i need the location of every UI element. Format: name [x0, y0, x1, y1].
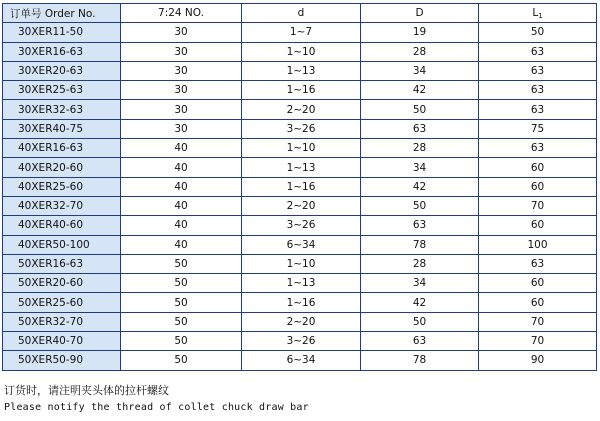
- table-row: [3, 119, 597, 138]
- header-taper-no: 7:24 NO.: [121, 4, 242, 23]
- cell-big-d: 19: [361, 23, 479, 42]
- cell-order-no: 30XER40-75: [3, 119, 121, 138]
- cell-d: 1~16: [242, 81, 361, 100]
- cell-order-no: 40XER32-70: [3, 196, 121, 215]
- table-row: [3, 274, 597, 293]
- cell-d: 1~10: [242, 254, 361, 273]
- cell-d: 1~13: [242, 61, 361, 80]
- cell-order-no: 40XER16-63: [3, 139, 121, 158]
- cell-l1: 63: [479, 81, 597, 100]
- cell-big-d: 50: [361, 196, 479, 215]
- cell-order-no: 50XER25-60: [3, 293, 121, 312]
- cell-l1: 50: [479, 23, 597, 42]
- cell-order-no: 50XER50-90: [3, 351, 121, 370]
- cell-d: 1~10: [242, 42, 361, 61]
- cell-d: 2~20: [242, 100, 361, 119]
- header-order-no: 订单号 Order No.: [3, 4, 121, 23]
- cell-l1: 63: [479, 139, 597, 158]
- cell-l1: 70: [479, 332, 597, 351]
- cell-l1: 60: [479, 274, 597, 293]
- table-row: [3, 42, 597, 61]
- header-big-d: D: [361, 4, 479, 23]
- cell-big-d: 42: [361, 81, 479, 100]
- cell-taper-no: 40: [121, 139, 242, 158]
- cell-order-no: 30XER20-63: [3, 61, 121, 80]
- header-d: d: [242, 4, 361, 23]
- cell-d: 1~7: [242, 23, 361, 42]
- table-row: [3, 351, 597, 370]
- order-note-chinese: 订货时，请注明夹头体的拉杆螺纹: [4, 384, 169, 397]
- cell-d: 3~26: [242, 332, 361, 351]
- table-header-row: [3, 4, 597, 23]
- cell-d: 1~16: [242, 177, 361, 196]
- order-spec-table: [2, 3, 597, 371]
- cell-taper-no: 40: [121, 196, 242, 215]
- cell-order-no: 30XER32-63: [3, 100, 121, 119]
- cell-d: 1~13: [242, 158, 361, 177]
- cell-big-d: 63: [361, 332, 479, 351]
- cell-d: 1~13: [242, 274, 361, 293]
- cell-order-no: 40XER40-60: [3, 216, 121, 235]
- cell-big-d: 28: [361, 42, 479, 61]
- cell-d: 1~16: [242, 293, 361, 312]
- order-note-english: Please notify the thread of collet chuck draw bar: [4, 402, 309, 413]
- cell-big-d: 63: [361, 216, 479, 235]
- cell-d: 2~20: [242, 196, 361, 215]
- cell-l1: 60: [479, 293, 597, 312]
- table-row: [3, 177, 597, 196]
- table-row: [3, 196, 597, 215]
- cell-l1: 63: [479, 42, 597, 61]
- cell-big-d: 42: [361, 293, 479, 312]
- cell-big-d: 34: [361, 61, 479, 80]
- cell-big-d: 63: [361, 119, 479, 138]
- cell-order-no: 50XER20-60: [3, 274, 121, 293]
- cell-d: 6~34: [242, 235, 361, 254]
- table-row: [3, 254, 597, 273]
- cell-l1: 70: [479, 196, 597, 215]
- cell-d: 2~20: [242, 312, 361, 331]
- cell-big-d: 34: [361, 274, 479, 293]
- cell-big-d: 28: [361, 139, 479, 158]
- cell-taper-no: 50: [121, 332, 242, 351]
- table-row: [3, 332, 597, 351]
- cell-big-d: 78: [361, 351, 479, 370]
- cell-taper-no: 50: [121, 351, 242, 370]
- cell-l1: 60: [479, 177, 597, 196]
- cell-order-no: 40XER25-60: [3, 177, 121, 196]
- cell-l1: 75: [479, 119, 597, 138]
- cell-taper-no: 50: [121, 293, 242, 312]
- cell-taper-no: 30: [121, 42, 242, 61]
- header-l1: [479, 4, 597, 23]
- cell-d: 1~10: [242, 139, 361, 158]
- cell-d: 6~34: [242, 351, 361, 370]
- cell-big-d: 78: [361, 235, 479, 254]
- cell-taper-no: 30: [121, 119, 242, 138]
- cell-taper-no: 30: [121, 100, 242, 119]
- cell-order-no: 30XER16-63: [3, 42, 121, 61]
- header-l1-base: L: [532, 6, 539, 19]
- cell-taper-no: 30: [121, 23, 242, 42]
- cell-order-no: 30XER11-50: [3, 23, 121, 42]
- cell-taper-no: 50: [121, 312, 242, 331]
- cell-taper-no: 40: [121, 235, 242, 254]
- cell-big-d: 42: [361, 177, 479, 196]
- cell-order-no: 30XER25-63: [3, 81, 121, 100]
- cell-taper-no: 50: [121, 254, 242, 273]
- cell-taper-no: 40: [121, 216, 242, 235]
- cell-l1: 100: [479, 235, 597, 254]
- cell-order-no: 40XER20-60: [3, 158, 121, 177]
- cell-taper-no: 30: [121, 61, 242, 80]
- table-row: [3, 81, 597, 100]
- cell-taper-no: 40: [121, 177, 242, 196]
- cell-l1: 63: [479, 61, 597, 80]
- table-row: [3, 216, 597, 235]
- table-row: [3, 23, 597, 42]
- cell-l1: 60: [479, 158, 597, 177]
- cell-taper-no: 30: [121, 81, 242, 100]
- cell-big-d: 34: [361, 158, 479, 177]
- header-l1-subscript: 1: [538, 11, 543, 20]
- cell-order-no: 40XER50-100: [3, 235, 121, 254]
- cell-order-no: 50XER40-70: [3, 332, 121, 351]
- table-row: [3, 312, 597, 331]
- cell-order-no: 50XER32-70: [3, 312, 121, 331]
- cell-l1: 90: [479, 351, 597, 370]
- table-row: [3, 139, 597, 158]
- cell-l1: 63: [479, 254, 597, 273]
- cell-big-d: 50: [361, 100, 479, 119]
- cell-l1: 70: [479, 312, 597, 331]
- table-row: [3, 235, 597, 254]
- cell-order-no: 50XER16-63: [3, 254, 121, 273]
- cell-taper-no: 40: [121, 158, 242, 177]
- table-row: [3, 293, 597, 312]
- cell-taper-no: 50: [121, 274, 242, 293]
- cell-d: 3~26: [242, 216, 361, 235]
- cell-l1: 63: [479, 100, 597, 119]
- cell-d: 3~26: [242, 119, 361, 138]
- table-row: [3, 61, 597, 80]
- cell-l1: 60: [479, 216, 597, 235]
- cell-big-d: 50: [361, 312, 479, 331]
- table-row: [3, 100, 597, 119]
- cell-big-d: 28: [361, 254, 479, 273]
- table-row: [3, 158, 597, 177]
